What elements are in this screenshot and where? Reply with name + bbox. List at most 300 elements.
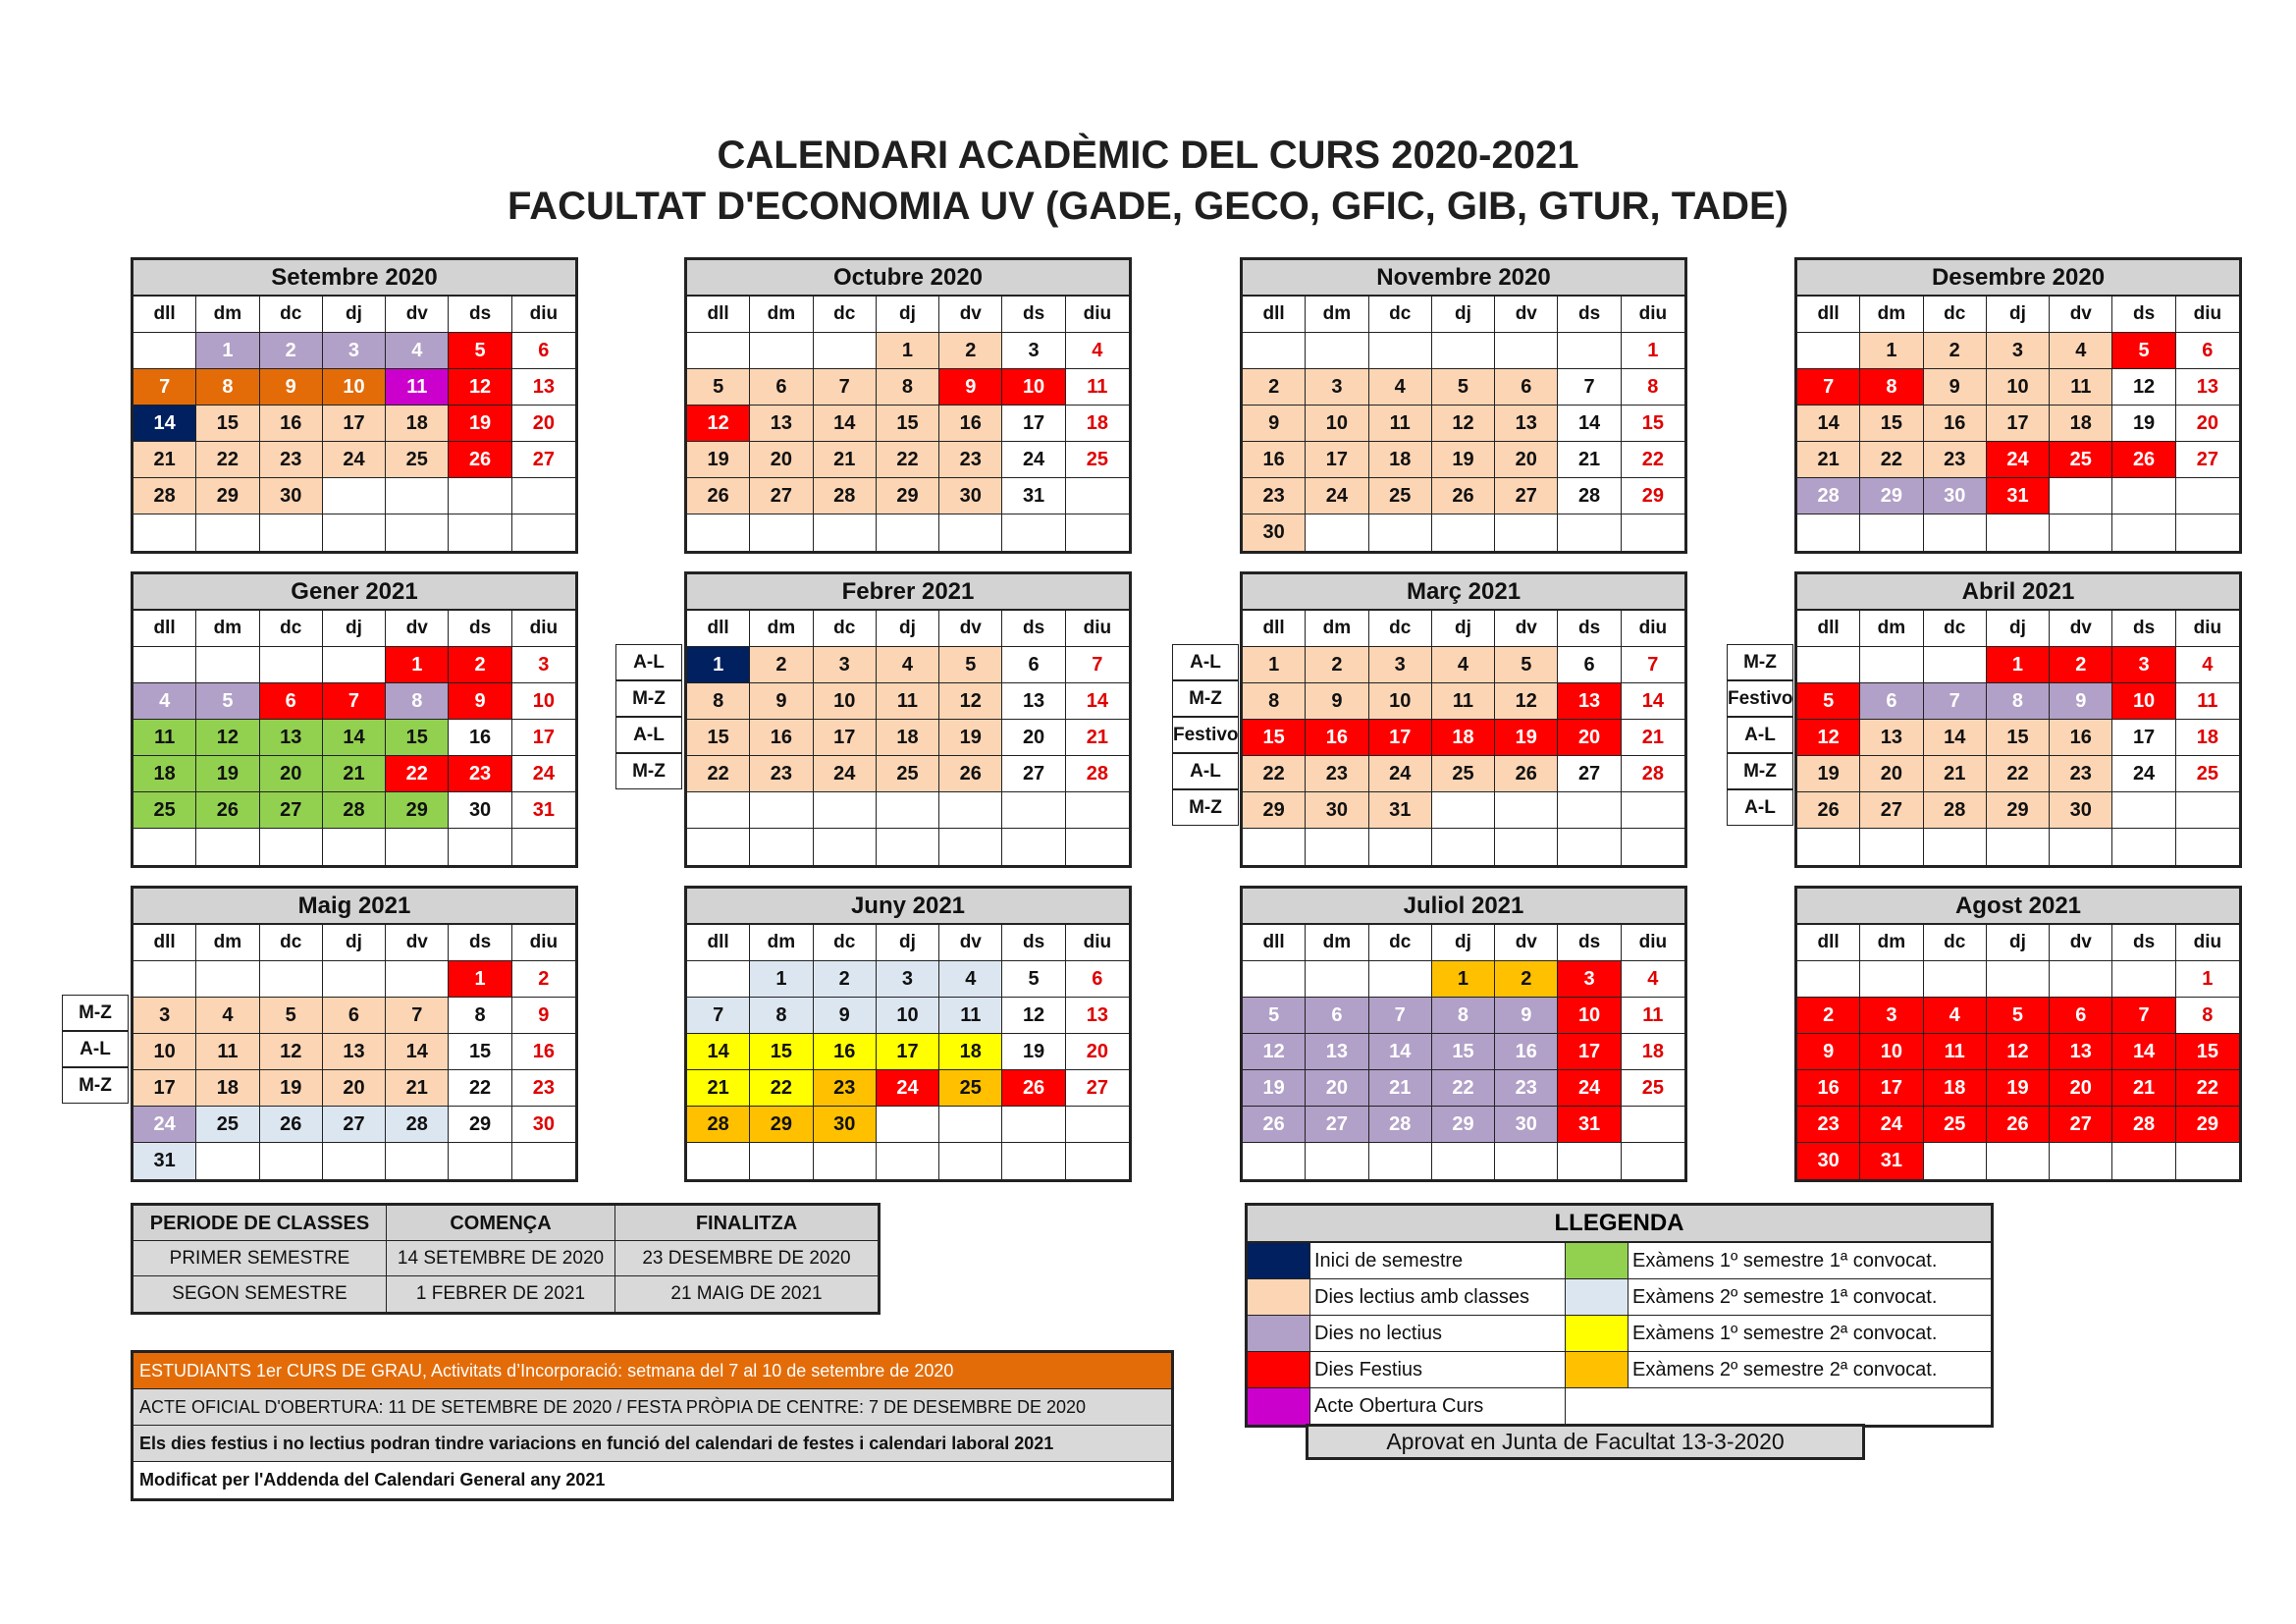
day-cell: 10 <box>1860 1034 1923 1070</box>
day-cell: 6 <box>1495 369 1558 406</box>
page-title: CALENDARI ACADÈMIC DEL CURS 2020-2021 <box>717 134 1579 177</box>
day-cell: 8 <box>687 683 750 720</box>
day-cell: 13 <box>1860 720 1923 756</box>
weekday-header: dv <box>939 925 1002 961</box>
weekday-header: dj <box>877 611 939 647</box>
week-group-label: M-Z <box>62 995 129 1031</box>
day-cell: 10 <box>1002 369 1065 406</box>
weekday-header: dll <box>687 611 750 647</box>
day-cell: 25 <box>1622 1070 1684 1107</box>
empty-cell <box>814 792 877 829</box>
weekday-header: dv <box>2050 297 2112 333</box>
day-cell: 28 <box>687 1107 750 1143</box>
day-cell: 6 <box>1306 998 1368 1034</box>
week-group-label: A-L <box>1727 717 1793 753</box>
empty-cell <box>750 792 813 829</box>
empty-cell <box>1306 1143 1368 1179</box>
day-cell: 21 <box>1558 442 1621 478</box>
weekday-header: diu <box>512 925 575 961</box>
empty-cell <box>196 514 259 551</box>
day-cell: 27 <box>1495 478 1558 514</box>
week-group-label: A-L <box>615 717 682 753</box>
month-day-grid <box>687 297 1129 551</box>
day-cell: 14 <box>814 406 877 442</box>
empty-cell <box>133 514 196 551</box>
day-cell: 13 <box>2176 369 2239 406</box>
day-cell: 5 <box>449 333 511 369</box>
day-cell: 11 <box>1432 683 1495 720</box>
day-cell: 26 <box>449 442 511 478</box>
day-cell: 14 <box>1558 406 1621 442</box>
day-cell: 11 <box>1066 369 1129 406</box>
weekday-header: dm <box>1306 611 1368 647</box>
weekday-header: dc <box>1369 297 1432 333</box>
day-cell: 3 <box>1306 369 1368 406</box>
day-cell: 2 <box>260 333 323 369</box>
day-cell: 3 <box>1002 333 1065 369</box>
legend-swatch <box>1566 1316 1629 1352</box>
legend-swatch <box>1248 1388 1310 1425</box>
day-cell: 3 <box>133 998 196 1034</box>
weekday-header: diu <box>1622 297 1684 333</box>
day-cell: 26 <box>2112 442 2175 478</box>
day-cell: 21 <box>1924 756 1987 792</box>
month-calendar <box>131 571 578 868</box>
day-cell: 10 <box>133 1034 196 1070</box>
weekday-header: dv <box>1495 925 1558 961</box>
weekday-header: dc <box>814 297 877 333</box>
day-cell: 11 <box>877 683 939 720</box>
day-cell: 4 <box>2176 647 2239 683</box>
empty-cell <box>687 829 750 865</box>
weekday-header: diu <box>1622 925 1684 961</box>
day-cell: 28 <box>1622 756 1684 792</box>
legend-row <box>1248 1279 1991 1316</box>
empty-cell <box>1558 1143 1621 1179</box>
day-cell: 17 <box>877 1034 939 1070</box>
day-cell: 20 <box>260 756 323 792</box>
weekday-header: dm <box>1306 925 1368 961</box>
day-cell: 9 <box>512 998 575 1034</box>
day-cell: 11 <box>1369 406 1432 442</box>
day-cell: 11 <box>2176 683 2239 720</box>
weekday-header: dll <box>1243 297 1306 333</box>
weekday-header: dc <box>1924 925 1987 961</box>
empty-cell <box>1622 514 1684 551</box>
week-group-label: Festivo <box>1172 717 1239 753</box>
month-title: Gener 2021 <box>133 574 575 611</box>
empty-cell <box>449 478 511 514</box>
day-cell: 1 <box>196 333 259 369</box>
day-cell: 18 <box>386 406 449 442</box>
day-cell: 14 <box>687 1034 750 1070</box>
day-cell: 16 <box>449 720 511 756</box>
empty-cell <box>1306 961 1368 998</box>
empty-cell <box>1432 792 1495 829</box>
weekday-header: dc <box>814 611 877 647</box>
period-name: PRIMER SEMESTRE <box>133 1241 387 1276</box>
weekday-header: diu <box>1066 297 1129 333</box>
empty-cell <box>449 514 511 551</box>
day-cell: 28 <box>1066 756 1129 792</box>
weekday-header: dc <box>260 297 323 333</box>
day-cell: 27 <box>2176 442 2239 478</box>
weekday-header: diu <box>1066 925 1129 961</box>
weekday-header: dll <box>1243 925 1306 961</box>
day-cell: 11 <box>1924 1034 1987 1070</box>
day-cell: 15 <box>1987 720 2050 756</box>
day-cell: 8 <box>2176 998 2239 1034</box>
empty-cell <box>133 647 196 683</box>
weekday-header: dv <box>386 925 449 961</box>
weekday-header: dj <box>1432 925 1495 961</box>
legend-swatch <box>1566 1388 1629 1425</box>
day-cell: 30 <box>1924 478 1987 514</box>
empty-cell <box>687 333 750 369</box>
day-cell: 1 <box>1860 333 1923 369</box>
empty-cell <box>1797 333 1860 369</box>
day-cell: 23 <box>814 1070 877 1107</box>
day-cell: 12 <box>196 720 259 756</box>
day-cell: 12 <box>2112 369 2175 406</box>
month-calendar <box>131 257 578 554</box>
empty-cell <box>2112 514 2175 551</box>
note-addenda: Modificat per l'Addenda del Calendari General any 2021 <box>133 1462 1171 1498</box>
week-group-label: M-Z <box>615 680 682 717</box>
day-cell: 9 <box>1924 369 1987 406</box>
day-cell: 10 <box>814 683 877 720</box>
day-cell: 18 <box>2050 406 2112 442</box>
day-cell: 23 <box>939 442 1002 478</box>
weekday-header: dj <box>1987 611 2050 647</box>
day-cell: 28 <box>1558 478 1621 514</box>
empty-cell <box>1369 333 1432 369</box>
day-cell: 20 <box>1306 1070 1368 1107</box>
empty-cell <box>2176 792 2239 829</box>
day-cell: 4 <box>1924 998 1987 1034</box>
day-cell: 19 <box>449 406 511 442</box>
empty-cell <box>323 478 386 514</box>
empty-cell <box>1306 514 1368 551</box>
empty-cell <box>512 514 575 551</box>
day-cell: 24 <box>512 756 575 792</box>
day-cell: 30 <box>939 478 1002 514</box>
weekday-header: ds <box>1558 925 1621 961</box>
month-calendar <box>1240 571 1687 868</box>
day-cell: 12 <box>939 683 1002 720</box>
day-cell: 2 <box>750 647 813 683</box>
month-title: Novembre 2020 <box>1243 260 1684 297</box>
day-cell: 25 <box>1924 1107 1987 1143</box>
day-cell: 8 <box>386 683 449 720</box>
day-cell: 18 <box>939 1034 1002 1070</box>
empty-cell <box>814 333 877 369</box>
day-cell: 29 <box>1987 792 2050 829</box>
day-cell: 11 <box>133 720 196 756</box>
empty-cell <box>1369 514 1432 551</box>
day-cell: 7 <box>386 998 449 1034</box>
day-cell: 14 <box>1066 683 1129 720</box>
weekday-header: dv <box>939 297 1002 333</box>
day-cell: 18 <box>1924 1070 1987 1107</box>
day-cell: 29 <box>1243 792 1306 829</box>
day-cell: 1 <box>1243 647 1306 683</box>
day-cell: 8 <box>196 369 259 406</box>
day-cell: 5 <box>196 683 259 720</box>
empty-cell <box>1622 792 1684 829</box>
day-cell: 16 <box>1306 720 1368 756</box>
day-cell: 27 <box>512 442 575 478</box>
day-cell: 29 <box>2176 1107 2239 1143</box>
day-cell: 25 <box>1066 442 1129 478</box>
week-group-label: M-Z <box>62 1067 129 1104</box>
weekday-header: dj <box>1432 297 1495 333</box>
day-cell: 30 <box>512 1107 575 1143</box>
empty-cell <box>1987 514 2050 551</box>
empty-cell <box>1924 961 1987 998</box>
legend-swatch <box>1566 1279 1629 1316</box>
day-cell: 20 <box>750 442 813 478</box>
day-cell: 20 <box>1860 756 1923 792</box>
day-cell: 24 <box>323 442 386 478</box>
weekday-header: dll <box>1797 297 1860 333</box>
empty-cell <box>1066 792 1129 829</box>
day-cell: 11 <box>2050 369 2112 406</box>
day-cell: 16 <box>814 1034 877 1070</box>
day-cell: 31 <box>1987 478 2050 514</box>
day-cell: 18 <box>1369 442 1432 478</box>
day-cell: 9 <box>814 998 877 1034</box>
day-cell: 30 <box>1797 1143 1860 1179</box>
day-cell: 8 <box>877 369 939 406</box>
empty-cell <box>939 1143 1002 1179</box>
legend-row <box>1248 1352 1991 1388</box>
day-cell: 13 <box>1558 683 1621 720</box>
day-cell: 13 <box>512 369 575 406</box>
day-cell: 3 <box>512 647 575 683</box>
day-cell: 28 <box>1924 792 1987 829</box>
notes-box <box>131 1350 1174 1501</box>
empty-cell <box>1495 829 1558 865</box>
day-cell: 12 <box>1987 1034 2050 1070</box>
empty-cell <box>877 792 939 829</box>
empty-cell <box>814 1143 877 1179</box>
empty-cell <box>1002 514 1065 551</box>
day-cell: 9 <box>750 683 813 720</box>
day-cell: 6 <box>1002 647 1065 683</box>
weekday-header: diu <box>1622 611 1684 647</box>
weekday-header: dm <box>1306 297 1368 333</box>
day-cell: 12 <box>1243 1034 1306 1070</box>
day-cell: 22 <box>449 1070 511 1107</box>
day-cell: 31 <box>1369 792 1432 829</box>
day-cell: 17 <box>1860 1070 1923 1107</box>
weekday-header: dv <box>1495 297 1558 333</box>
weekday-header: dv <box>2050 611 2112 647</box>
weekday-header: dj <box>323 297 386 333</box>
legend-swatch <box>1248 1279 1310 1316</box>
empty-cell <box>386 961 449 998</box>
empty-cell <box>877 514 939 551</box>
periods-row <box>133 1241 878 1276</box>
empty-cell <box>1924 1143 1987 1179</box>
empty-cell <box>1432 514 1495 551</box>
day-cell: 15 <box>1860 406 1923 442</box>
day-cell: 6 <box>512 333 575 369</box>
empty-cell <box>1066 829 1129 865</box>
empty-cell <box>1432 829 1495 865</box>
week-group-label: A-L <box>615 644 682 680</box>
day-cell: 22 <box>1432 1070 1495 1107</box>
day-cell: 25 <box>2176 756 2239 792</box>
day-cell: 12 <box>1797 720 1860 756</box>
day-cell: 17 <box>133 1070 196 1107</box>
weekday-header: dv <box>386 297 449 333</box>
day-cell: 8 <box>1432 998 1495 1034</box>
day-cell: 2 <box>1243 369 1306 406</box>
day-cell: 12 <box>1002 998 1065 1034</box>
empty-cell <box>196 829 259 865</box>
day-cell: 24 <box>1860 1107 1923 1143</box>
day-cell: 17 <box>1987 406 2050 442</box>
day-cell: 2 <box>814 961 877 998</box>
day-cell: 13 <box>1002 683 1065 720</box>
empty-cell <box>196 1143 259 1179</box>
day-cell: 17 <box>1002 406 1065 442</box>
week-group-label: A-L <box>1727 789 1793 826</box>
empty-cell <box>1495 333 1558 369</box>
day-cell: 19 <box>1797 756 1860 792</box>
day-cell: 1 <box>2176 961 2239 998</box>
legend-label: Dies lectius amb classes <box>1310 1279 1566 1316</box>
empty-cell <box>512 478 575 514</box>
day-cell: 26 <box>1495 756 1558 792</box>
day-cell: 24 <box>814 756 877 792</box>
weekday-header: ds <box>2112 925 2175 961</box>
day-cell: 15 <box>196 406 259 442</box>
day-cell: 15 <box>1432 1034 1495 1070</box>
week-group-label: Festivo <box>1727 680 1793 717</box>
day-cell: 21 <box>1797 442 1860 478</box>
empty-cell <box>1924 647 1987 683</box>
day-cell: 17 <box>1306 442 1368 478</box>
empty-cell <box>687 1143 750 1179</box>
day-cell: 26 <box>1432 478 1495 514</box>
day-cell: 26 <box>196 792 259 829</box>
empty-cell <box>1066 478 1129 514</box>
day-cell: 9 <box>1243 406 1306 442</box>
month-title: Juny 2021 <box>687 889 1129 925</box>
day-cell: 20 <box>1002 720 1065 756</box>
legend-row <box>1248 1388 1991 1425</box>
empty-cell <box>260 647 323 683</box>
empty-cell <box>1987 829 2050 865</box>
day-cell: 22 <box>386 756 449 792</box>
empty-cell <box>2112 961 2175 998</box>
day-cell: 6 <box>2050 998 2112 1034</box>
empty-cell <box>1558 829 1621 865</box>
empty-cell <box>939 514 1002 551</box>
day-cell: 6 <box>2176 333 2239 369</box>
day-cell: 3 <box>1860 998 1923 1034</box>
day-cell: 20 <box>1066 1034 1129 1070</box>
day-cell: 28 <box>323 792 386 829</box>
empty-cell <box>1495 514 1558 551</box>
day-cell: 25 <box>196 1107 259 1143</box>
page-subtitle: FACULTAT D'ECONOMIA UV (GADE, GECO, GFIC, GIB, GTUR, TADE) <box>507 185 1789 228</box>
empty-cell <box>1243 829 1306 865</box>
weekday-header: diu <box>2176 925 2239 961</box>
empty-cell <box>323 961 386 998</box>
day-cell: 16 <box>750 720 813 756</box>
day-cell: 14 <box>1369 1034 1432 1070</box>
day-cell: 31 <box>133 1143 196 1179</box>
day-cell: 25 <box>133 792 196 829</box>
day-cell: 12 <box>1432 406 1495 442</box>
day-cell: 23 <box>260 442 323 478</box>
empty-cell <box>1797 647 1860 683</box>
day-cell: 4 <box>1066 333 1129 369</box>
weekday-header: dv <box>1495 611 1558 647</box>
empty-cell <box>750 333 813 369</box>
day-cell: 15 <box>1243 720 1306 756</box>
weekday-header: dm <box>1860 611 1923 647</box>
weekday-header: diu <box>512 611 575 647</box>
legend-label: Dies Festius <box>1310 1352 1566 1388</box>
day-cell: 7 <box>2112 998 2175 1034</box>
empty-cell <box>814 829 877 865</box>
day-cell: 16 <box>2050 720 2112 756</box>
day-cell: 24 <box>1002 442 1065 478</box>
legend-swatch <box>1248 1243 1310 1279</box>
day-cell: 27 <box>323 1107 386 1143</box>
month-calendar <box>684 886 1132 1182</box>
month-title: Abril 2021 <box>1797 574 2239 611</box>
day-cell: 27 <box>750 478 813 514</box>
weekday-header: ds <box>449 611 511 647</box>
month-day-grid <box>1243 297 1684 551</box>
empty-cell <box>1002 792 1065 829</box>
empty-cell <box>1002 1143 1065 1179</box>
empty-cell <box>1495 792 1558 829</box>
day-cell: 16 <box>1495 1034 1558 1070</box>
day-cell: 15 <box>687 720 750 756</box>
empty-cell <box>1860 961 1923 998</box>
legend-label: Exàmens 1º semestre 2ª convocat. <box>1629 1316 1991 1352</box>
empty-cell <box>750 829 813 865</box>
empty-cell <box>1797 961 1860 998</box>
day-cell: 23 <box>2050 756 2112 792</box>
empty-cell <box>1987 961 2050 998</box>
day-cell: 26 <box>939 756 1002 792</box>
day-cell: 24 <box>1558 1070 1621 1107</box>
day-cell: 6 <box>260 683 323 720</box>
day-cell: 7 <box>814 369 877 406</box>
day-cell: 14 <box>1622 683 1684 720</box>
month-day-grid <box>687 925 1129 1179</box>
empty-cell <box>2112 792 2175 829</box>
day-cell: 23 <box>512 1070 575 1107</box>
legend-label: Exàmens 2º semestre 2ª convocat. <box>1629 1352 1991 1388</box>
weekday-header: dv <box>2050 925 2112 961</box>
day-cell: 23 <box>1243 478 1306 514</box>
empty-cell <box>1066 514 1129 551</box>
month-title: Octubre 2020 <box>687 260 1129 297</box>
day-cell: 10 <box>2112 683 2175 720</box>
day-cell: 5 <box>1432 369 1495 406</box>
weekday-header: ds <box>449 925 511 961</box>
day-cell: 10 <box>877 998 939 1034</box>
